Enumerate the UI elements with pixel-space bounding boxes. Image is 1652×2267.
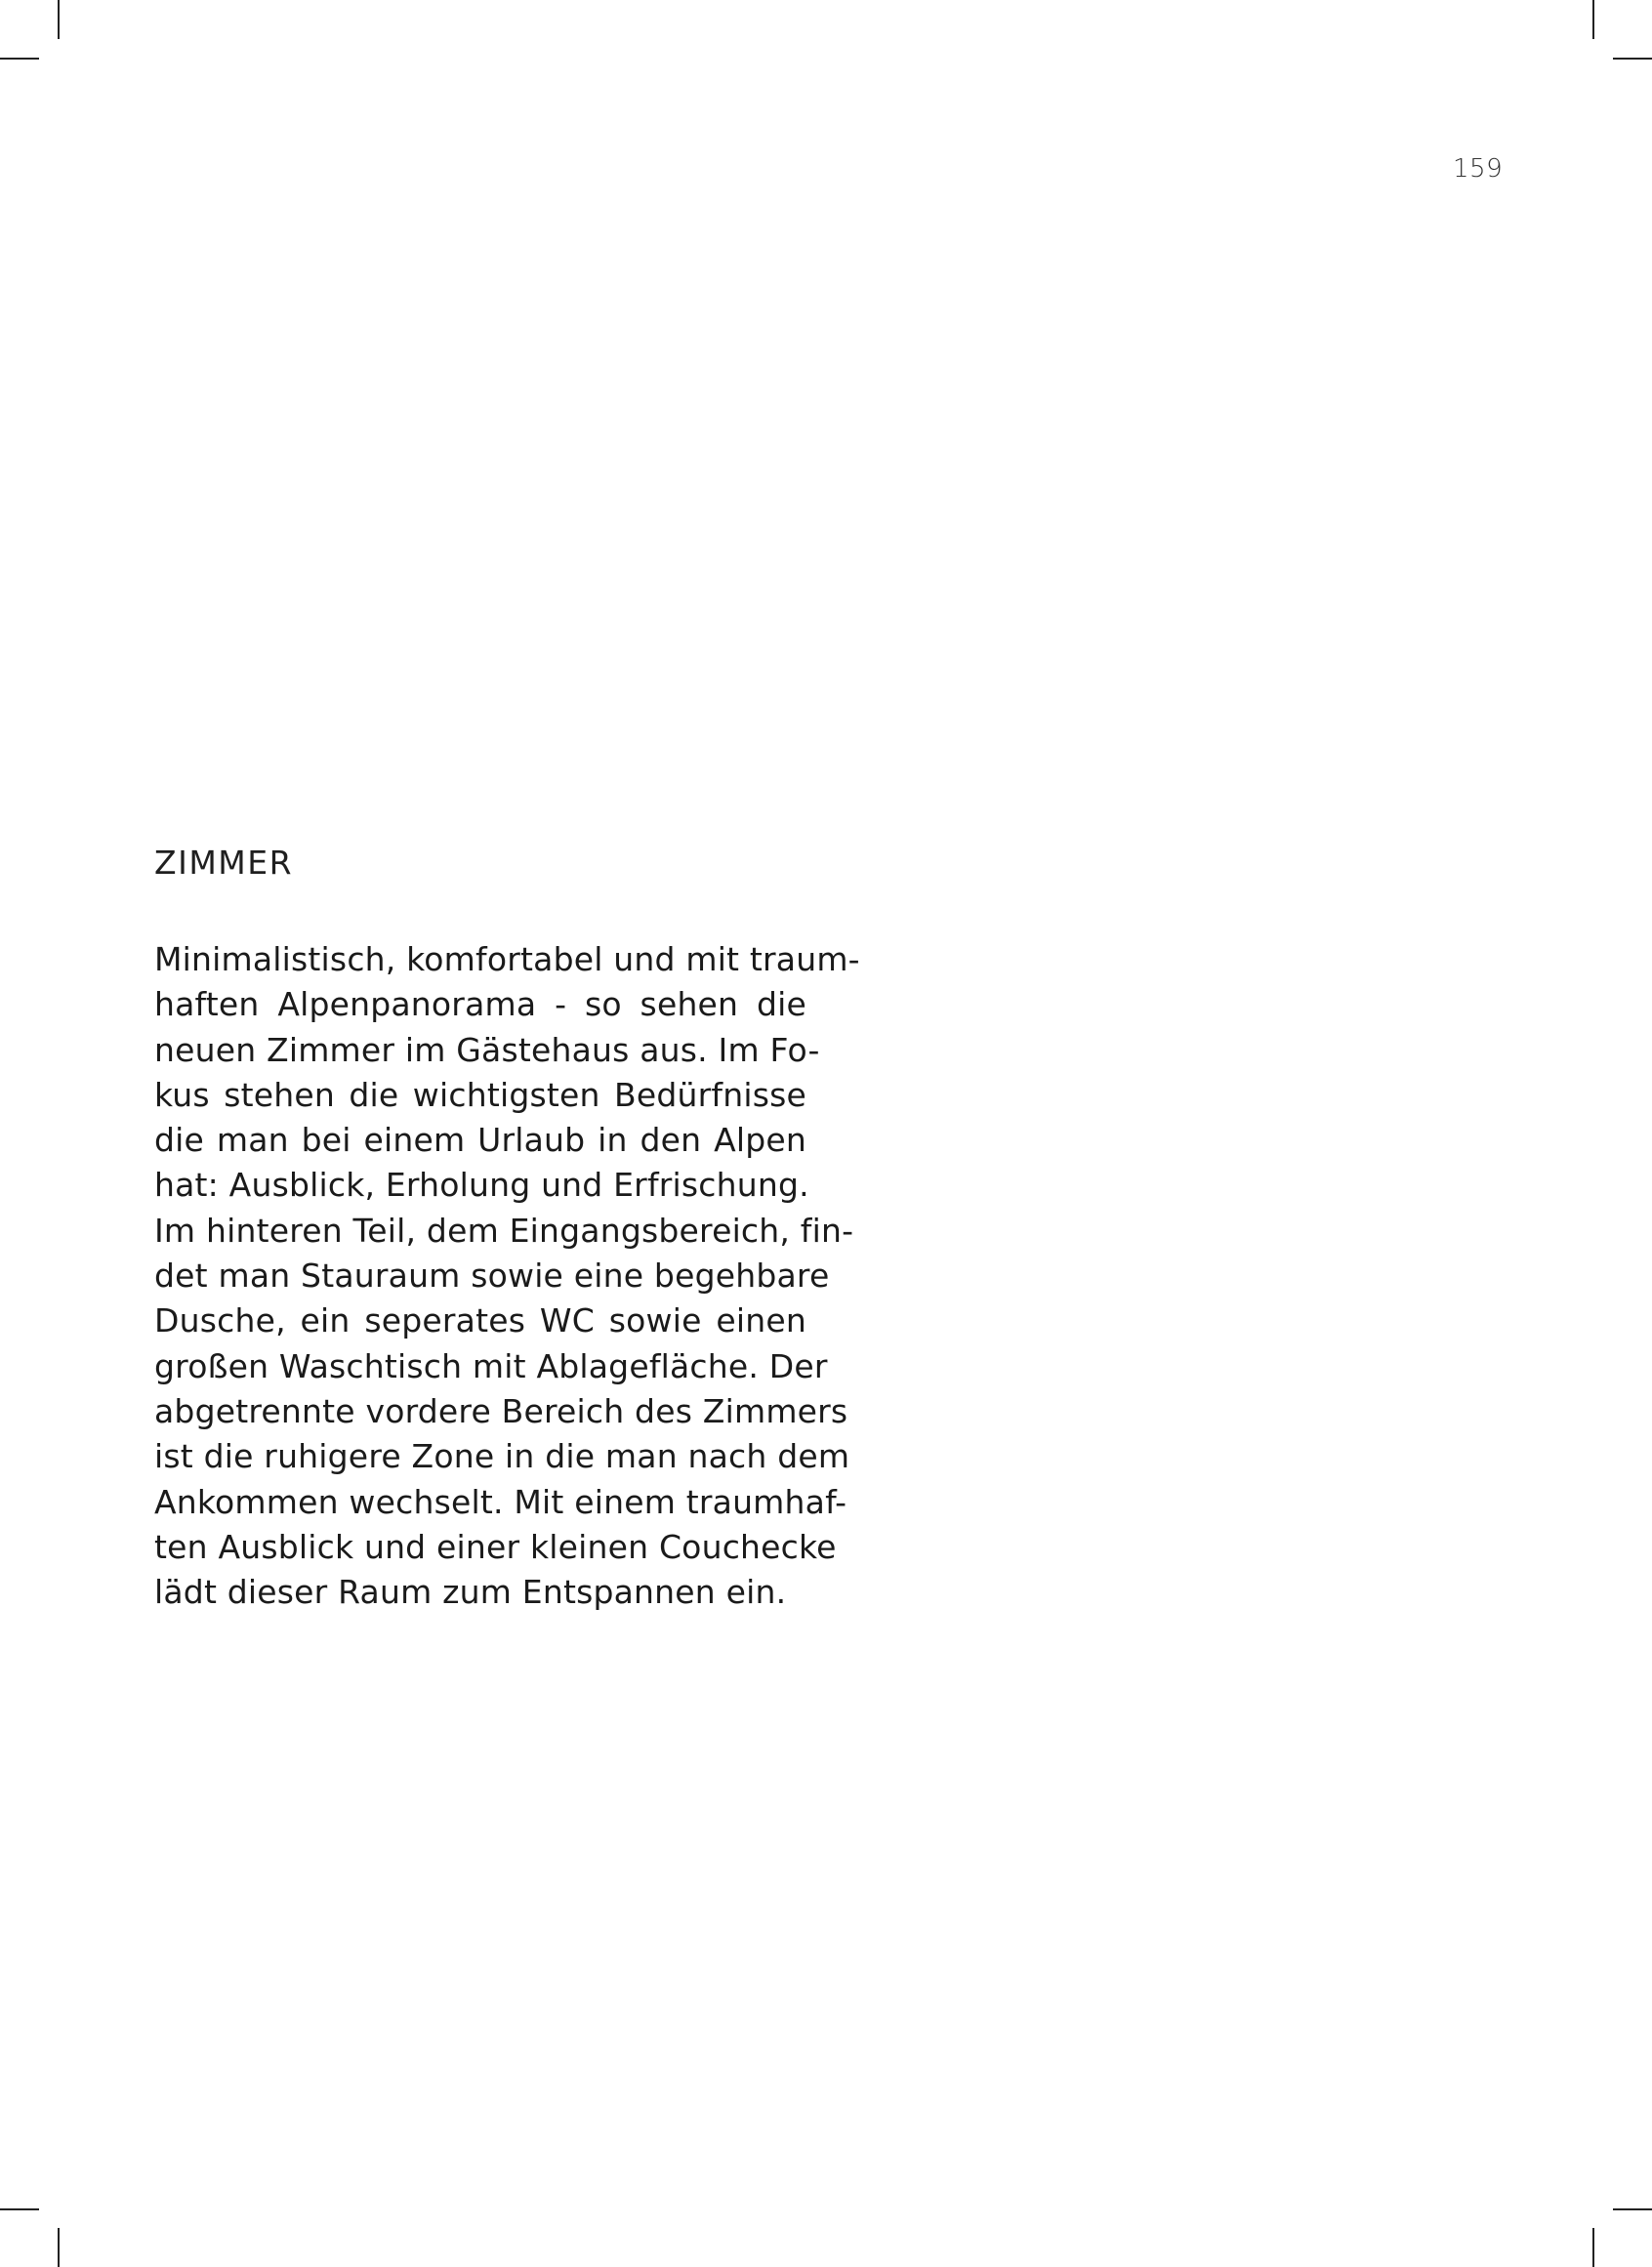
crop-mark-bottom-left-horizontal xyxy=(0,2208,39,2210)
body-line: kus stehen die wichtigsten Bedürfnisse xyxy=(154,1075,806,1114)
page-number: 159 xyxy=(1453,154,1504,184)
body-line: die man bei einem Urlaub in den Alpen xyxy=(154,1121,806,1160)
body-line: Im hinteren Teil, dem Eingangsbereich, fin- xyxy=(154,1211,854,1250)
crop-mark-bottom-left-vertical xyxy=(58,2228,60,2267)
crop-mark-top-left-horizontal xyxy=(0,58,39,60)
body-line: det man Stauraum sowie eine begehbare xyxy=(154,1257,830,1296)
crop-mark-top-left-vertical xyxy=(58,0,60,39)
body-line: hat: Ausblick, Erholung und Erfrischung. xyxy=(154,1166,809,1205)
body-line: ten Ausblick und einer kleinen Couchecke xyxy=(154,1527,837,1566)
body-line: ist die ruhigere Zone in die man nach dem xyxy=(154,1437,850,1476)
section-heading: ZIMMER xyxy=(154,844,294,882)
crop-mark-bottom-right-horizontal xyxy=(1613,2208,1652,2210)
crop-mark-top-right-horizontal xyxy=(1613,58,1652,60)
body-line: lädt dieser Raum zum Entspannen ein. xyxy=(154,1573,787,1612)
body-line: haften Alpenpanorama - so sehen die xyxy=(154,985,806,1024)
crop-mark-top-right-vertical xyxy=(1592,0,1594,39)
body-line: Minimalistisch, komfortabel und mit traum- xyxy=(154,940,860,978)
crop-mark-bottom-right-vertical xyxy=(1592,2228,1594,2267)
body-line: neuen Zimmer im Gästehaus aus. Im Fo- xyxy=(154,1030,820,1069)
body-line: großen Waschtisch mit Ablagefläche. Der xyxy=(154,1346,828,1385)
body-line: Ankommen wechselt. Mit einem traumhaf- xyxy=(154,1482,847,1521)
body-line: abgetrennte vordere Bereich des Zimmers xyxy=(154,1391,848,1430)
body-line: Dusche, ein seperates WC sowie einen xyxy=(154,1301,806,1340)
body-paragraph xyxy=(154,937,860,1615)
